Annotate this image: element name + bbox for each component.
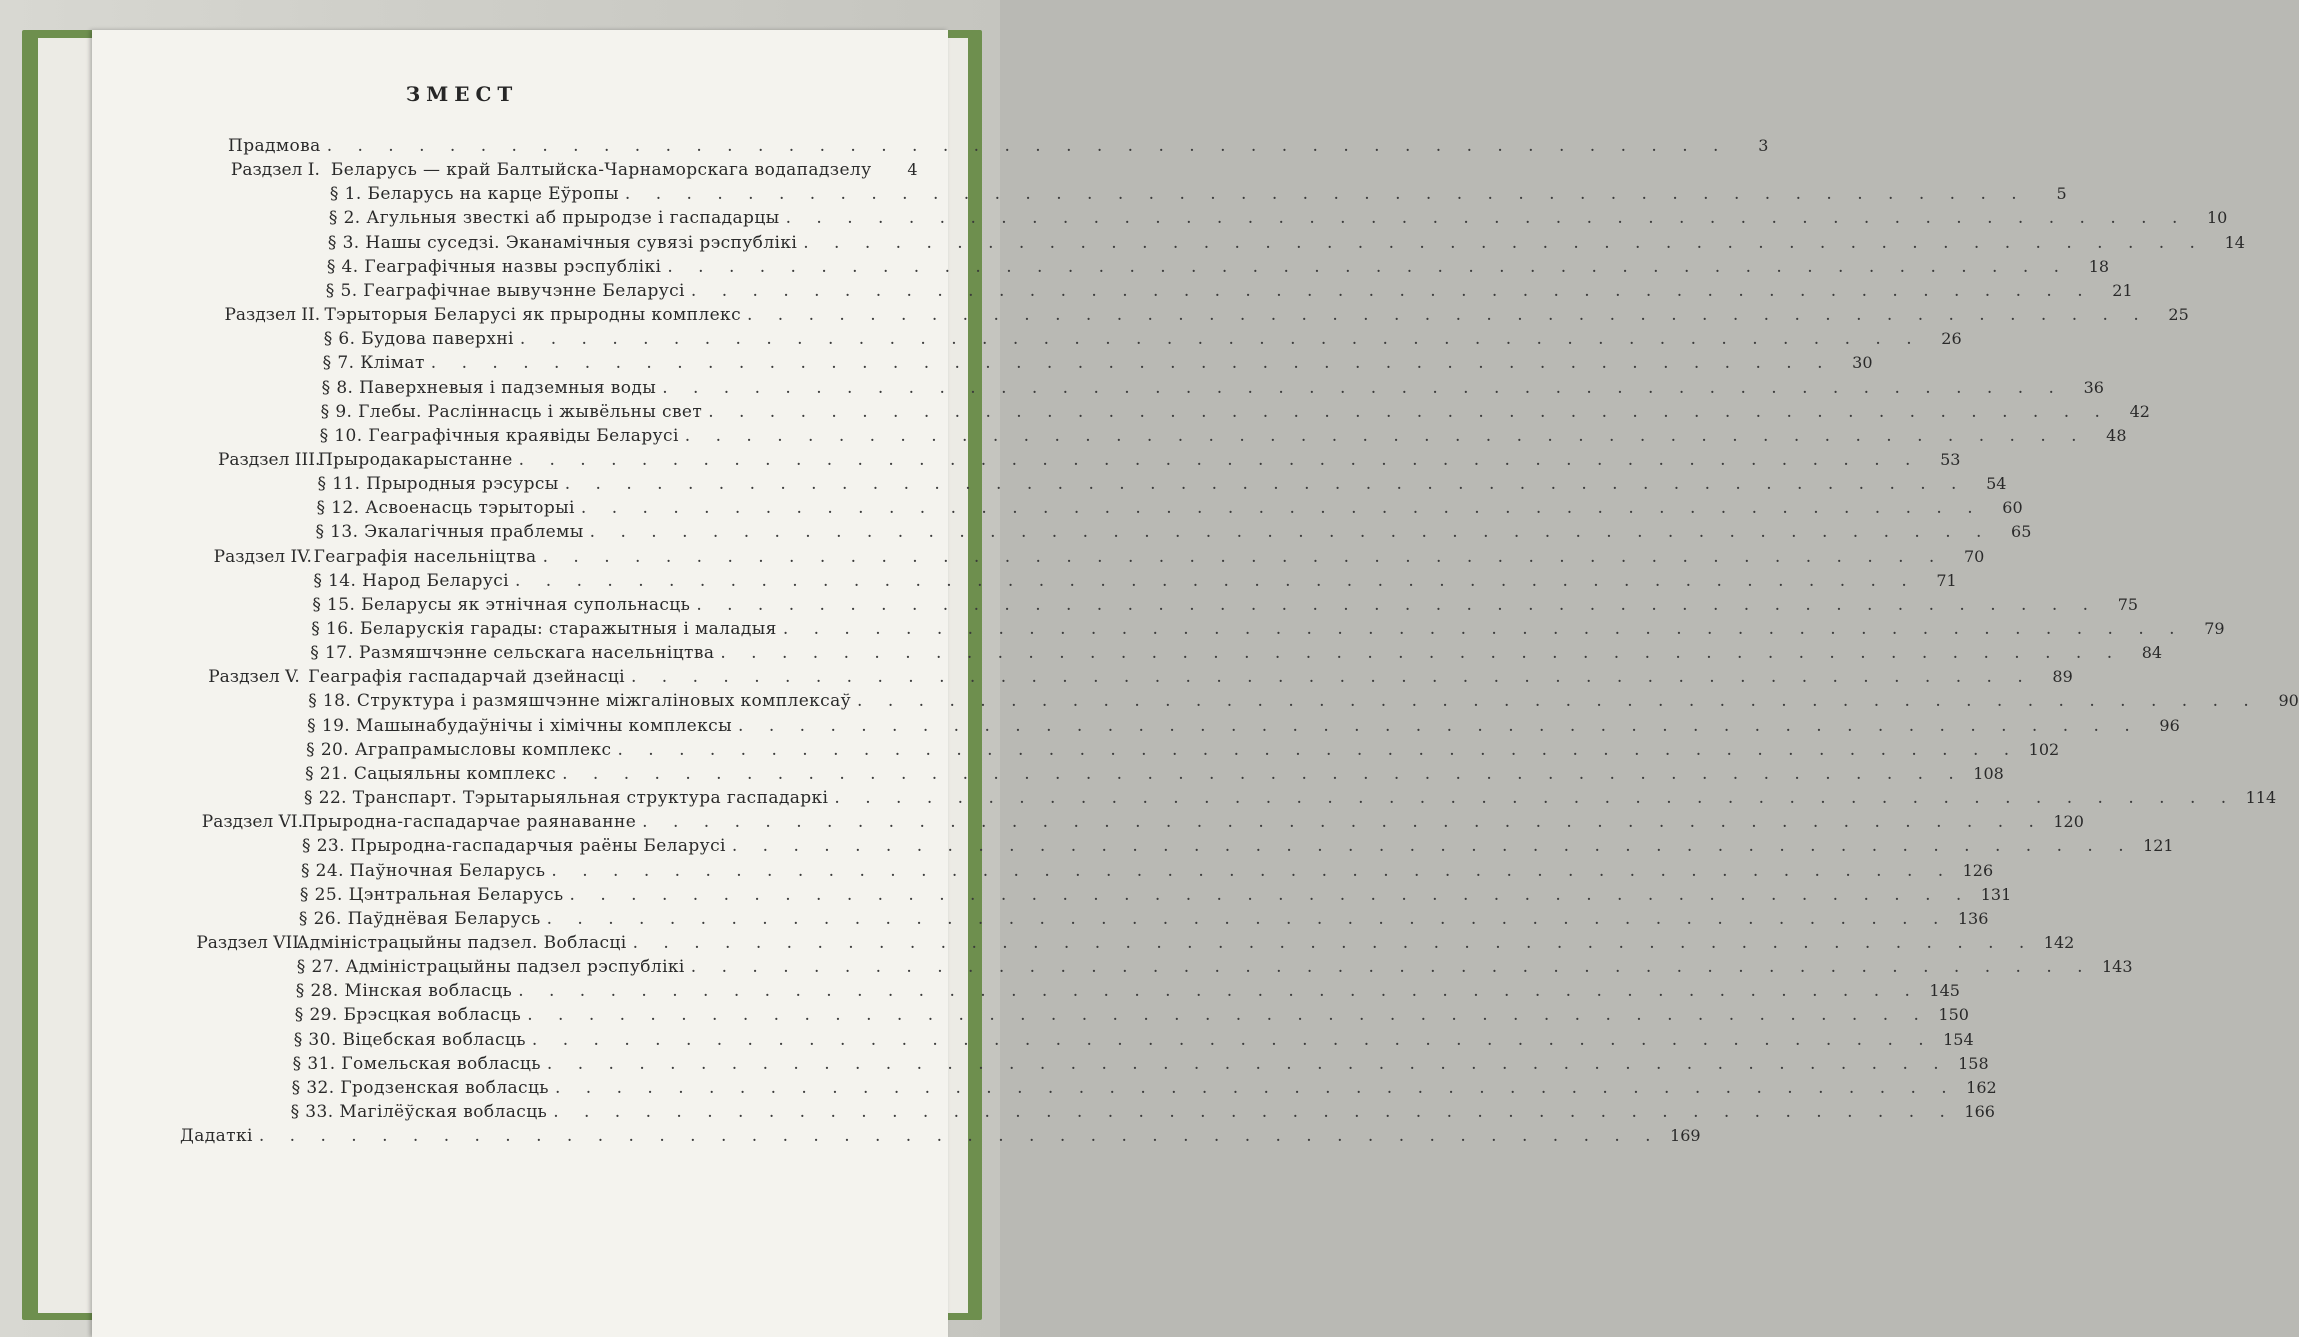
section-label: Раздзел VII. [196, 932, 305, 953]
page-number: 5 [2056, 184, 2067, 204]
page-number: 71 [1936, 570, 1957, 590]
dot-leader: . . . . . . . . . . . . . . . . . . . . . . . . . . . . . . . . . . . . . . . . . . . . . . [624, 184, 2027, 205]
entry-title: Тэрыторыя Беларусі як прыродны комплекс [324, 305, 741, 326]
toc-entry [201, 812, 2084, 834]
entry-title: Беларусь — край Балтыйска-Чарнаморскага водападзелу [330, 160, 872, 181]
toc-entry [320, 401, 2150, 424]
page-number: 65 [2011, 522, 2032, 542]
dot-leader: . . . . . . . . . . . . . . . . . . . . . . . . . . . . . . . . . . . . . . . . . . . . . . [642, 812, 2044, 833]
page-number: 70 [1963, 546, 1985, 566]
contents-page [92, 30, 2299, 1337]
toc-entry [322, 353, 1873, 375]
entry-title: § 20. Аграпрамысловы комплекс [306, 739, 612, 760]
toc-entry [313, 570, 1957, 593]
page-number: 162 [1966, 1077, 1997, 1097]
entry-title: § 32. Гродзенская вобласць [291, 1077, 549, 1098]
toc-entry [290, 1102, 1995, 1124]
dot-leader: . . . . . . . . . . . . . . . . . . . . . . . . . . . . . . . . . . . . . . . . . . . . . . [782, 619, 2185, 639]
toc-entry [325, 280, 2133, 303]
dot-leader: . . . . . . . . . . . . . . . . . . . . . . . . . . . . . . . . . . . . . . . . . . . . . . [514, 570, 1917, 591]
page-number: 154 [1943, 1029, 1974, 1049]
dot-leader: . . . . . . . . . . . . . . . . . . . . . . . . . . . . . . . . . . . . . . . . . . . . . . [667, 256, 2070, 277]
page-number: 48 [2106, 425, 2127, 445]
section-label: Раздзел I. [230, 160, 320, 181]
toc-entry [300, 860, 1994, 883]
dot-leader: . . . . . . . . . . . . . . . . . . . . . . . . . . . . . . . . . . . . . . . . . . . . . . [553, 1102, 1955, 1122]
section-label: Раздзел IV. [213, 546, 312, 567]
entry-title: § 30. Віцебская вобласць [293, 1029, 526, 1050]
toc-entry [329, 184, 2067, 206]
dot-leader: . . . . . . . . . . . . . . . . . . . . . . . . . . . . . . . . . . . . . . . . . . . . . . [690, 957, 2093, 978]
toc-entry [323, 329, 1962, 351]
page-number: 114 [2245, 788, 2277, 808]
dot-leader: . . . . . . . . . . . . . . . . . . . . . . . . . . . . . . . . . . . . . . . . . . . . . . [546, 1053, 1949, 1074]
page-number: 30 [1852, 353, 1873, 373]
dot-leader: . . . . . . . . . . . . . . . . . . . . . . . . . . . . . . . . . . . . . . . . . . . . . . [531, 1029, 1934, 1050]
entry-title: § 23. Прыродна-гаспадарчыя раёны Беларусі [301, 836, 726, 857]
dot-leader: . . . . . . . . . . . . . . . . . . . . . . . . . . . . . . . . . . . . . . . . . . . . . . [551, 860, 1954, 881]
entry-title: § 28. Мінская вобласць [295, 981, 513, 1002]
page-number: 145 [1929, 981, 1960, 1001]
page-number: 90 [2278, 691, 2299, 711]
dot-leader: . . . . . . . . . . . . . . . . . . . . . . . . . . . . . . . . . . . . . . . . . . . . . . [720, 643, 2123, 664]
dot-leader: . . . . . . . . . . . . . . . . . . . . . . . . . . . . . . . . . . . . . . . . . . . . . . [546, 908, 1949, 929]
toc-entry [311, 619, 2225, 641]
entry-title: § 1. Беларусь на карце Еўропы [329, 184, 619, 205]
page-number: 42 [2129, 401, 2150, 421]
toc-entry [316, 498, 2023, 520]
dot-leader: . . . . . . . . . . . . . . . . . . . . . . . . . . . . . . . . . . . . . . . . . . . . . . [834, 788, 2237, 809]
page-number: 169 [1670, 1126, 1701, 1146]
page-number: 126 [1962, 860, 1994, 880]
entry-title: Адміністрацыйны падзел. Вобласці [296, 932, 627, 953]
toc-entry [307, 715, 2180, 738]
page-number: 84 [2141, 643, 2163, 663]
page-title: ЗМЕСТ [405, 82, 519, 106]
toc-entry [327, 232, 2245, 255]
page-number: 108 [1973, 763, 2004, 783]
dot-leader: . . . . . . . . . . . . . . . . . . . . . . . . . . . . . . . . . . . . . . . . . . . . . . [708, 401, 2110, 422]
entry-title: § 19. Машынабудаўнічы і хімічны комплексы [307, 715, 733, 736]
entry-title: § 22. Транспарт. Тэрытарыяльная структура гаспадаркі [304, 788, 829, 809]
toc-entry [292, 1053, 1989, 1076]
entry-title: § 31. Гомельская вобласць [292, 1053, 541, 1074]
dot-leader: . . . . . . . . . . . . . . . . . . . . . . . . . . . . . . . . . . . . . . . . . . . . . . [569, 884, 1972, 905]
page-number: 131 [1980, 884, 2012, 904]
page-number: 14 [2224, 232, 2245, 252]
entry-title: § 24. Паўночная Беларусь [300, 860, 546, 881]
dot-leader: . . . . . . . . . . . . . . . . . . . . . . . . . . . . . . . . . . . . . . . . . . . . . . [258, 1126, 1661, 1147]
entry-title: § 15. Беларусы як этнічная супольнасць [312, 594, 691, 615]
dot-leader: . . . . . . . . . . . . . . . . . . . . . . . . . . . . . . . . . . . . . . . . . . . . . . [554, 1077, 1957, 1098]
entry-title: § 7. Клімат [322, 353, 425, 374]
dot-leader: . . . . . . . . . . . . . . . . . . . . . . . . . . . . . . . . . . . . . . . . . . . . . . [684, 425, 2087, 446]
toc-entry [291, 1077, 1997, 1100]
dot-leader: . . . . . . . . . . . . . . . . . . . . . . . . . . . . . . . . . . . . . . . . . . . . . . [690, 280, 2093, 301]
entry-title: § 16. Беларускія гарады: старажытныя і маладыя [311, 619, 777, 639]
entry-title: § 29. Брэсцкая вобласць [294, 1005, 522, 1026]
page-number: 75 [2117, 594, 2139, 614]
entry-title: § 3. Нашы суседзі. Эканамічныя сувязі рэспублікі [327, 232, 798, 253]
page-number: 26 [1941, 329, 1962, 349]
page-number: 136 [1957, 908, 1989, 928]
page-number: 18 [2088, 256, 2110, 276]
entry-title: § 2. Агульныя звесткі аб прыродзе і гаспадарцы [328, 208, 780, 229]
dot-leader: . . . . . . . . . . . . . . . . . . . . . . . . . . . . . . . . . . . . . . . . . . . . . . [519, 329, 1922, 350]
dot-leader: . . . . . . . . . . . . . . . . . . . . . . . . . . . . . . . . . . . . . . . . . . . . . . [580, 498, 1983, 519]
page-number: 36 [2083, 377, 2104, 397]
toc-entry [319, 425, 2127, 448]
toc-entry [305, 763, 2004, 786]
page-number: 79 [2204, 619, 2225, 638]
dot-leader: . . . . . . . . . . . . . . . . . . . . . . . . . . . . . . . . . . . . . . . . . . . . . . [662, 377, 2064, 398]
toc-entry [208, 667, 2073, 689]
page-number: 150 [1938, 1005, 1969, 1025]
dot-leader: . . . . . . . . . . . . . . . . . . . . . . . . . . . . . . . . . . . . . . . . . . . . . . [564, 474, 1967, 495]
toc-entry [301, 836, 2174, 858]
entry-title: § 26. Паўднёвая Беларусь [298, 908, 541, 929]
toc-entry [328, 208, 2228, 230]
dot-leader: . . . . . . . . . . . . . . . . . . . . . . . . . . . . . . . . . . . . . . . . . . . . . . [857, 691, 2259, 712]
entry-title: § 9. Глебы. Расліннасць і жывёльны свет [320, 401, 703, 422]
dot-leader: . . . . . . . . . . . . . . . . . . . . . . . . . . . . . . . . . . . . . . . . . . . . . . [326, 136, 1729, 156]
entry-title: Прыродна-гаспадарчае раянаванне [301, 812, 637, 833]
page-number: 89 [2052, 667, 2073, 687]
toc-entry [196, 932, 2075, 955]
page-number: 25 [2168, 305, 2189, 325]
toc-entry [310, 643, 2163, 665]
toc-entry [298, 908, 1989, 931]
toc-entry [213, 546, 1985, 569]
entry-title: § 33. Магілёўская вобласць [290, 1102, 548, 1122]
toc-entry [306, 739, 2060, 762]
toc-entry [304, 788, 2277, 810]
entry-title: Прадмова [228, 136, 321, 156]
section-label: Раздзел III. [217, 449, 321, 470]
page-number: 143 [2101, 957, 2133, 977]
entry-title: Геаграфія гаспадарчай дзейнасці [308, 667, 625, 688]
page-number: 120 [2053, 812, 2084, 832]
dot-leader: . . . . . . . . . . . . . . . . . . . . . . . . . . . . . . . . . . . . . . . . . . . . . . [430, 353, 1833, 374]
dot-leader: . . . . . . . . . . . . . . . . . . . . . . . . . . . . . . . . . . . . . . . . . . . . . . [589, 522, 1992, 543]
page-number: 166 [1964, 1102, 1995, 1121]
toc-entry [217, 449, 1961, 472]
toc-entry [224, 305, 2189, 327]
toc-entry [317, 474, 2007, 496]
toc-entry [308, 691, 2299, 713]
dot-leader: . . . . . . . . . . . . . . . . . . . . . . . . . . . . . . . . . . . . . . . . . . . . . . [785, 208, 2188, 229]
toc-entry [294, 1005, 1969, 1027]
toc-entry [321, 377, 2104, 400]
entry-title: § 18. Структура і размяшчэнне міжгаліновых комплексаў [308, 691, 852, 712]
dot-leader: . . . . . . . . . . . . . . . . . . . . . . . . . . . . . . . . . . . . . . . . . . . . . . [617, 739, 2020, 760]
toc-entry [230, 160, 918, 182]
dot-leader: . . . . . . . . . . . . . . . . . . . . . . . . . . . . . . . . . . . . . . . . . . . . . . [747, 305, 2149, 326]
section-label: Раздзел VI. [201, 812, 303, 833]
dot-leader: . . . . . . . . . . . . . . . . . . . . . . . . . . . . . . . . . . . . . . . . . . . . . . [527, 1005, 1929, 1026]
dot-leader: . . . . . . . . . . . . . . . . . . . . . . . . . . . . . . . . . . . . . . . . . . . . . . [803, 232, 2205, 253]
entry-title: § 4. Геаграфічныя назвы рэспублікі [326, 256, 662, 277]
page-number: 158 [1958, 1053, 1989, 1073]
entry-title: § 17. Размяшчэнне сельскага насельніцтва [310, 643, 715, 664]
entry-title: § 13. Экалагічныя праблемы [315, 522, 584, 543]
toc-entry [228, 136, 1769, 158]
entry-title: Геаграфія насельніцтва [313, 546, 537, 567]
dot-leader: . . . . . . . . . . . . . . . . . . . . . . . . . . . . . . . . . . . . . . . . . . . . . . [542, 546, 1945, 567]
page-number: 102 [2028, 739, 2060, 759]
entry-title: Дадаткі [180, 1126, 253, 1147]
dot-leader: . . . . . . . . . . . . . . . . . . . . . . . . . . . . . . . . . . . . . . . . . . . . . . [562, 763, 1964, 784]
page-number: 4 [907, 160, 918, 180]
entry-title: § 8. Паверхневыя і падземныя воды [321, 377, 657, 398]
entry-title: § 12. Асвоенасць тэрыторыі [316, 498, 575, 519]
toc-entry [315, 522, 2032, 544]
section-label: Раздзел V. [208, 667, 300, 688]
entry-title: Прыродакарыстанне [317, 449, 513, 470]
entry-title: § 6. Будова паверхні [323, 329, 514, 350]
dot-leader: . . . . . . . . . . . . . . . . . . . . . . . . . . . . . . . . . . . . . . . . . . . . . . [631, 667, 2033, 688]
toc-entry [180, 1126, 1701, 1148]
dot-leader: . . . . . . . . . . . . . . . . . . . . . . . . . . . . . . . . . . . . . . . . . . . . . . [696, 594, 2099, 615]
entry-title: § 25. Цэнтральная Беларусь [299, 884, 564, 905]
page-number: 53 [1940, 449, 1961, 469]
page-number: 142 [2043, 932, 2075, 952]
toc-entry [312, 594, 2139, 617]
page-number: 121 [2143, 836, 2174, 856]
toc-entry [293, 1029, 1974, 1052]
page-number: 21 [2112, 280, 2133, 300]
page-number: 96 [2159, 715, 2180, 735]
toc-entry [295, 981, 1960, 1003]
toc-entry [326, 256, 2110, 279]
toc-entry [299, 884, 2012, 907]
dot-leader: . . . . . . . . . . . . . . . . . . . . . . . . . . . . . . . . . . . . . . . . . . . . . . [738, 715, 2140, 736]
toc-entry [296, 957, 2133, 979]
entry-title: § 21. Сацыяльны комплекс [305, 763, 557, 784]
page-number: 10 [2207, 208, 2228, 228]
entry-title: § 11. Прыродныя рэсурсы [317, 474, 559, 495]
page-number: 3 [1758, 136, 1769, 155]
page-number: 54 [1986, 474, 2007, 494]
entry-title: § 27. Адміністрацыйны падзел рэспублікі [296, 957, 685, 978]
entry-title: § 10. Геаграфічныя краявіды Беларусі [319, 425, 679, 446]
section-label: Раздзел II. [224, 305, 321, 326]
dot-leader: . . . . . . . . . . . . . . . . . . . . . . . . . . . . . . . . . . . . . . . . . . . . . . [731, 836, 2134, 857]
entry-title: § 14. Народ Беларусі [313, 570, 509, 591]
page-number: 60 [2002, 498, 2023, 518]
dot-leader: . . . . . . . . . . . . . . . . . . . . . . . . . . . . . . . . . . . . . . . . . . . . . . [518, 981, 1920, 1002]
entry-title: § 5. Геаграфічнае вывучэнне Беларусі [325, 280, 685, 301]
dot-leader: . . . . . . . . . . . . . . . . . . . . . . . . . . . . . . . . . . . . . . . . . . . . . . [518, 449, 1921, 470]
dot-leader: . . . . . . . . . . . . . . . . . . . . . . . . . . . . . . . . . . . . . . . . . . . . . . [632, 932, 2035, 953]
